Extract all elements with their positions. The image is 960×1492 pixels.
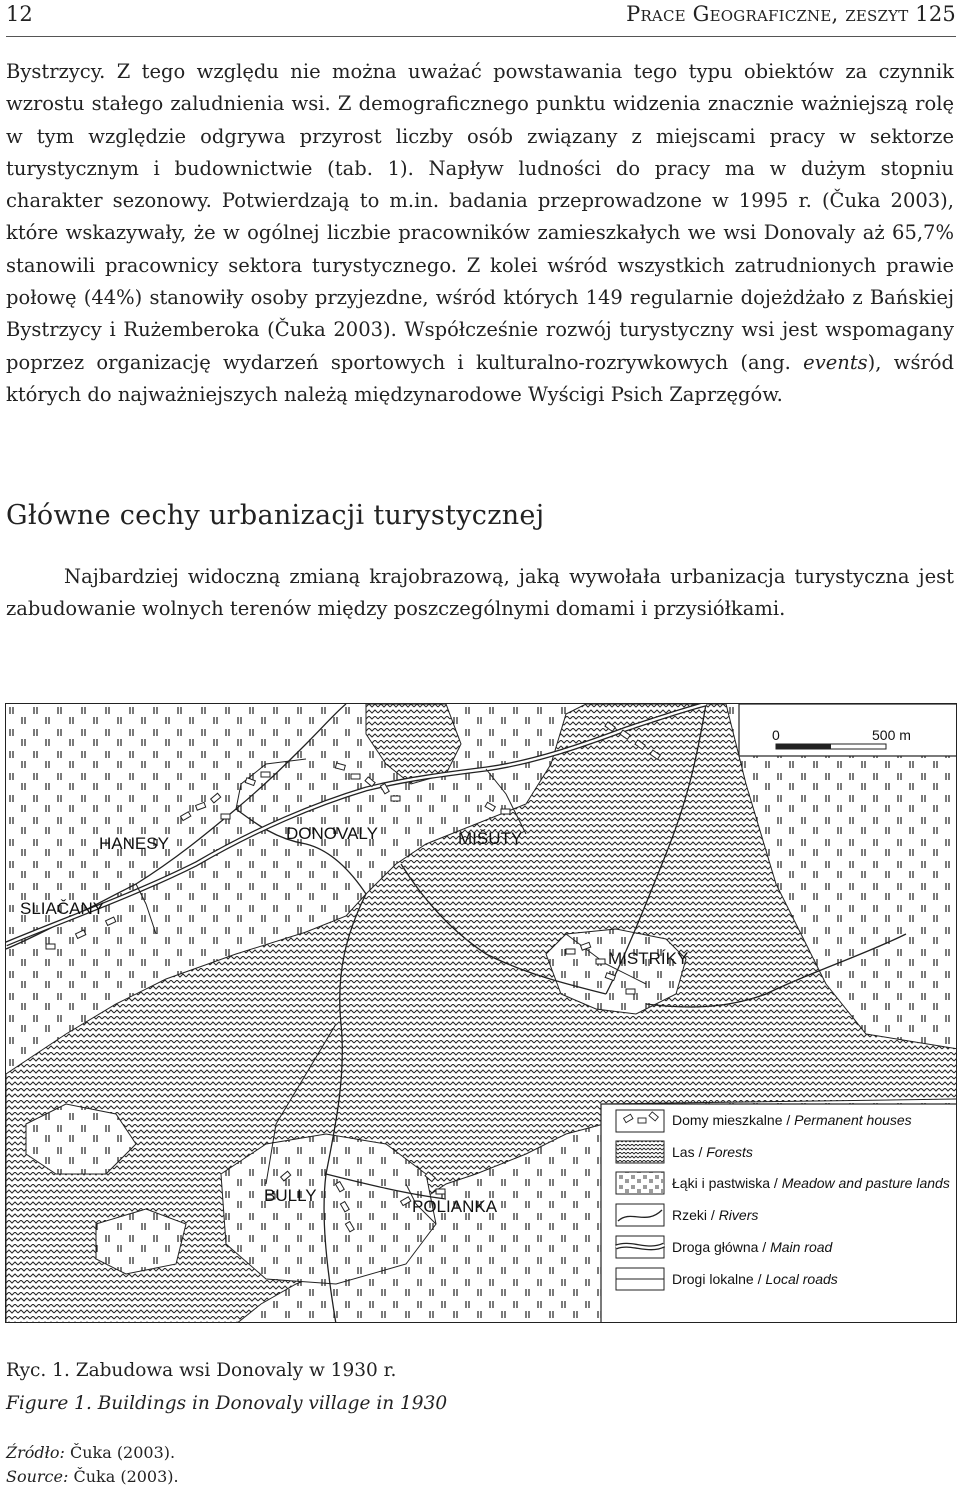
legend-swatch-meadow [616,1172,664,1194]
label-misuty: MIŠÚTY [458,829,523,848]
source-pl [6,1443,175,1462]
paragraph-1-text-b: ), wśród których do najważniejszych należą międzynarodowe Wyścigi Psich Zaprzęgów. [6,350,954,406]
map-figure [5,703,957,1323]
label-hanesy: HANESY [99,834,169,853]
legend-swatch-forest [616,1141,664,1163]
label-polianka: POLIANKA [412,1197,498,1216]
legend-label-forest: Las / Forests [672,1144,753,1160]
paragraph-1 [6,56,954,411]
source-pl-value: Čuka (2003). [64,1443,176,1462]
scale-bar [739,704,957,756]
label-mistriky: MISTRÍKY [608,949,689,968]
paragraph-1-text-a: Bystrzycy. Z tego względu nie można uważać powstawania tego typu obiektów za czynnik wzrostu stałego zaludnienia wsi. Z demograficznego punktu widzenia znacznie ważniejszą rolę w tym względzie odgrywa przyrost liczby osób związany z miejscami pracy w sektorze turystycznym i budownictwie (tab. 1). Napływ ludności do pracy ma w dużym stopniu charakter sezonowy. Potwierdzają to m.in. badania przeprowadzone w 1995 r. (Čuka 2003), które wskazywały, że w ogólnej liczbie pracowników zamieszkałych we wsi Donovaly aż 65,7% stanowili pracownicy sektora turystycznego. Z kolei wśród wszystkich zatrudnionych prawie połowę (44%) stanowiły osoby przyjezdne, wśród których 149 regularnie dojeżdżało z Bańskiej Bystrzycy i Rużemberoka (Čuka 2003). Współcześnie rozwój turystyczny wsi jest wspomagany poprzez organizację wydarzeń sportowych i kulturalno-rozrywkowych (ang. [6,60,954,374]
paragraph-2: Najbardziej widoczną zmianą krajobrazową, jaką wywołała urbanizacja turystyczna jest zabudowanie wolnych terenów między poszczególnymi domami i przysiółkami. [6,565,954,621]
source-pl-label: Źródło: [6,1443,65,1462]
figure-caption-pl: Ryc. 1. Zabudowa wsi Donovaly w 1930 r. [6,1360,397,1381]
page-header [6,2,956,37]
paragraph-1-emphasis: events [803,350,868,374]
label-bully: BULLY [264,1186,317,1205]
source-en-value: Čuka (2003). [68,1467,179,1486]
label-donovaly: DONOVALY [286,824,378,843]
legend-label-rivers: Rzeki / Rivers [672,1207,759,1223]
journal-title: Prace Geograficzne, zeszyt 125 [626,2,956,26]
legend-label-meadow: Łąki i pastwiska / Meadow and pasture lands [672,1175,950,1191]
label-sliacany: SLIAČANY [20,899,105,918]
legend-swatch-rivers [616,1204,664,1226]
map-canvas [6,704,957,1323]
figure-caption-en: Figure 1. Buildings in Donovaly village in 1930 [6,1393,448,1414]
source-en-label: Source: [6,1467,69,1486]
legend-label-local-roads: Drogi lokalne / Local roads [672,1271,838,1287]
legend-label-main-road: Droga główna / Main road [672,1239,833,1255]
legend [601,1104,957,1323]
page-number: 12 [6,2,33,26]
source-en [6,1467,179,1486]
legend-label-houses: Domy mieszkalne / Permanent houses [672,1112,912,1128]
section-heading: Główne cechy urbanizacji turystycznej [6,500,545,531]
scale-end: 500 m [872,727,911,743]
scale-start: 0 [772,727,780,743]
